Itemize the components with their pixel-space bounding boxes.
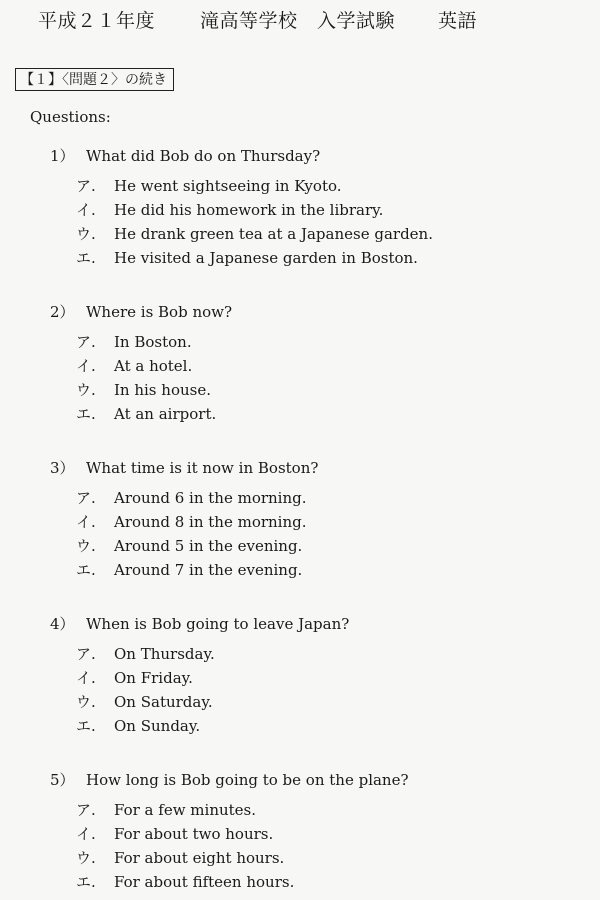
option-text: For about fifteen hours. <box>114 873 295 891</box>
option-text: On Thursday. <box>114 645 215 663</box>
question-prompt <box>50 301 232 322</box>
question-number: 3） <box>50 459 75 477</box>
question-number: 4） <box>50 615 75 633</box>
question-prompt <box>50 145 320 166</box>
exam-school-title: 滝高等学校 入学試験 <box>200 10 396 32</box>
option-text: Around 5 in the evening. <box>114 537 303 555</box>
question-text: What time is it now in Boston? <box>86 459 319 477</box>
section-tag: 【１】〈問題２〉の続き <box>15 68 174 91</box>
option-mark: ウ. <box>76 381 96 399</box>
option-mark: エ. <box>76 561 96 579</box>
option-mark: イ. <box>76 825 96 843</box>
answer-option <box>76 511 307 532</box>
option-text: On Saturday. <box>114 693 213 711</box>
option-mark: ウ. <box>76 693 96 711</box>
answer-option <box>76 715 200 736</box>
option-text: He went sightseeing in Kyoto. <box>114 177 342 195</box>
option-mark: エ. <box>76 717 96 735</box>
option-mark: イ. <box>76 669 96 687</box>
exam-header <box>38 6 578 33</box>
answer-option <box>76 871 294 892</box>
question-text: How long is Bob going to be on the plane? <box>86 771 409 789</box>
exam-year: 平成２１年度 <box>38 10 156 32</box>
option-text: On Friday. <box>114 669 193 687</box>
question-prompt <box>50 769 409 790</box>
option-text: Around 8 in the morning. <box>114 513 307 531</box>
option-mark: ウ. <box>76 849 96 867</box>
answer-option <box>76 799 256 820</box>
answer-option <box>76 403 216 424</box>
option-text: He did his homework in the library. <box>114 201 384 219</box>
question-text: Where is Bob now? <box>86 303 233 321</box>
option-mark: ア. <box>76 801 96 819</box>
answer-option <box>76 823 273 844</box>
option-text: For about eight hours. <box>114 849 285 867</box>
option-mark: ア. <box>76 177 96 195</box>
question-number: 2） <box>50 303 75 321</box>
question-prompt <box>50 613 349 634</box>
answer-option <box>76 175 342 196</box>
answer-option <box>76 331 192 352</box>
question-number: 1） <box>50 147 75 165</box>
question-number: 5） <box>50 771 75 789</box>
answer-option <box>76 559 302 580</box>
answer-option <box>76 223 433 244</box>
option-text: He drank green tea at a Japanese garden. <box>114 225 433 243</box>
answer-option <box>76 847 284 868</box>
option-text: At an airport. <box>114 405 217 423</box>
answer-option <box>76 379 211 400</box>
option-mark: ウ. <box>76 225 96 243</box>
question-text: What did Bob do on Thursday? <box>86 147 321 165</box>
option-text: At a hotel. <box>114 357 193 375</box>
answer-option <box>76 199 383 220</box>
option-mark: エ. <box>76 249 96 267</box>
option-text: For a few minutes. <box>114 801 257 819</box>
option-text: For about two hours. <box>114 825 274 843</box>
answer-option <box>76 487 307 508</box>
question-prompt <box>50 457 318 478</box>
answer-option <box>76 691 213 712</box>
answer-option <box>76 667 193 688</box>
answer-option <box>76 643 215 664</box>
option-text: On Sunday. <box>114 717 201 735</box>
option-mark: エ. <box>76 873 96 891</box>
option-mark: ア. <box>76 489 96 507</box>
option-mark: イ. <box>76 357 96 375</box>
option-text: In his house. <box>114 381 211 399</box>
answer-option <box>76 247 418 268</box>
option-mark: エ. <box>76 405 96 423</box>
option-mark: イ. <box>76 201 96 219</box>
option-mark: ア. <box>76 333 96 351</box>
option-text: He visited a Japanese garden in Boston. <box>114 249 418 267</box>
option-text: Around 6 in the morning. <box>114 489 307 507</box>
option-mark: ウ. <box>76 537 96 555</box>
answer-option <box>76 535 302 556</box>
option-mark: ア. <box>76 645 96 663</box>
option-mark: イ. <box>76 513 96 531</box>
answer-option <box>76 355 192 376</box>
option-text: Around 7 in the evening. <box>114 561 303 579</box>
option-text: In Boston. <box>114 333 192 351</box>
question-text: When is Bob going to leave Japan? <box>86 615 350 633</box>
questions-heading: Questions: <box>30 108 111 126</box>
exam-subject: 英語 <box>438 10 478 32</box>
